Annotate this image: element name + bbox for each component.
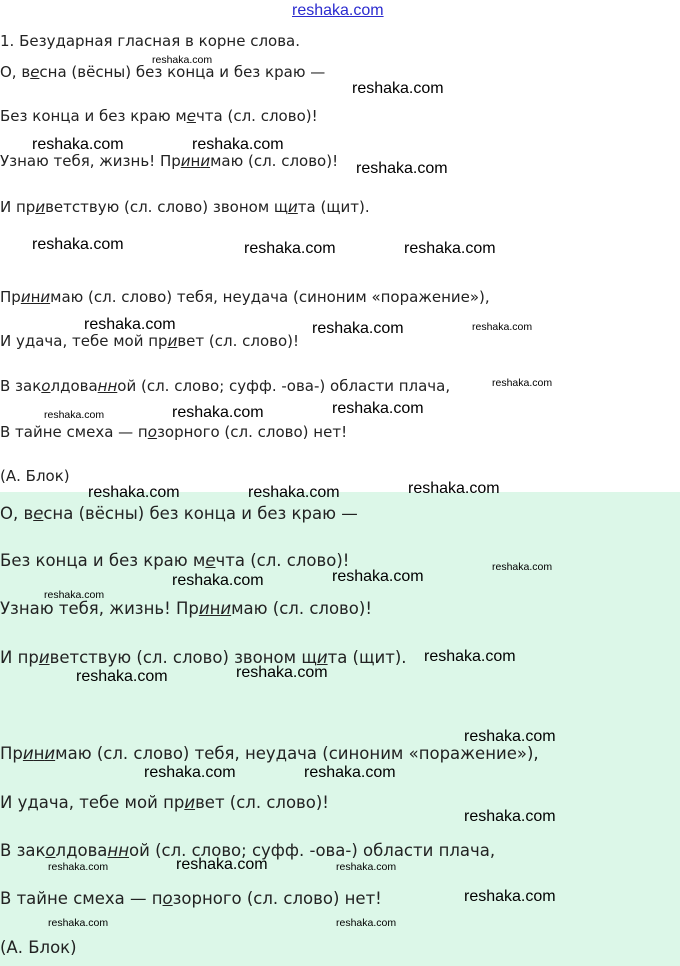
watermark: reshaka.com	[304, 764, 396, 781]
answer-line-5: Принимаю (сл. слово) тебя, неудача (синоним «поражение»),	[0, 744, 539, 763]
watermark: reshaka.com	[76, 668, 168, 685]
watermark: reshaka.com	[32, 236, 124, 253]
stressed-vowel: е	[30, 63, 40, 81]
poem-line-6: И удача, тебе мой привет (сл. слово)!	[0, 332, 300, 350]
watermark: reshaka.com	[336, 861, 397, 873]
poem-line-3: Узнаю тебя, жизнь! Принимаю (сл. слово)!	[0, 152, 339, 170]
watermark: reshaka.com	[84, 316, 176, 333]
watermark: reshaka.com	[336, 917, 397, 929]
watermark: reshaka.com	[192, 136, 284, 153]
watermark: reshaka.com	[492, 377, 553, 389]
watermark: reshaka.com	[44, 589, 105, 601]
answer-line-1: О, весна (вёсны) без конца и без краю —	[0, 504, 358, 523]
watermark: reshaka.com	[248, 484, 340, 501]
watermark: reshaka.com	[172, 572, 264, 589]
watermark: reshaka.com	[464, 808, 556, 825]
watermark: reshaka.com	[332, 568, 424, 585]
watermark: reshaka.com	[352, 80, 444, 97]
poem-line-7: В заколдованной (сл. слово; суфф. -ова-) области плача,	[0, 377, 451, 395]
watermark: reshaka.com	[492, 561, 553, 573]
watermark: reshaka.com	[332, 400, 424, 417]
watermark: reshaka.com	[172, 404, 264, 421]
watermark: reshaka.com	[464, 888, 556, 905]
watermark: reshaka.com	[48, 861, 109, 873]
watermark: reshaka.com	[176, 856, 268, 873]
poem-line-2: Без конца и без краю мечта (сл. слово)!	[0, 107, 318, 125]
watermark: reshaka.com	[44, 409, 105, 421]
watermark: reshaka.com	[356, 160, 448, 177]
watermark: reshaka.com	[404, 240, 496, 257]
watermark: reshaka.com	[144, 764, 236, 781]
watermark: reshaka.com	[312, 320, 404, 337]
watermark: reshaka.com	[464, 728, 556, 745]
answer-line-7: В заколдованной (сл. слово; суфф. -ова-) области плача,	[0, 841, 496, 860]
watermark: reshaka.com	[152, 54, 213, 66]
answer-author: (А. Блок)	[0, 938, 77, 957]
site-header-link[interactable]: reshaka.com	[292, 2, 384, 19]
watermark: reshaka.com	[244, 240, 336, 257]
watermark: reshaka.com	[236, 664, 328, 681]
answer-line-3: Узнаю тебя, жизнь! Принимаю (сл. слово)!	[0, 599, 372, 618]
task-title: 1. Безударная гласная в корне слова.	[0, 32, 301, 50]
watermark: reshaka.com	[88, 484, 180, 501]
answer-line-2: Без конца и без краю мечта (сл. слово)!	[0, 551, 350, 570]
stressed-vowel: е	[186, 107, 196, 125]
poem-line-4: И приветствую (сл. слово) звоном щита (щит).	[0, 198, 370, 216]
answer-line-4: И приветствую (сл. слово) звоном щита (щит).	[0, 648, 407, 667]
poem-line-1: О, весна (вёсны) без конца и без краю —	[0, 63, 326, 81]
watermark: reshaka.com	[472, 321, 533, 333]
poem-author: (А. Блок)	[0, 467, 70, 485]
watermark: reshaka.com	[424, 648, 516, 665]
watermark: reshaka.com	[408, 480, 500, 497]
poem-line-8: В тайне смеха — позорного (сл. слово) нет!	[0, 423, 348, 441]
watermark: reshaka.com	[48, 917, 109, 929]
answer-line-8: В тайне смеха — позорного (сл. слово) нет!	[0, 889, 382, 908]
watermark: reshaka.com	[32, 136, 124, 153]
poem-line-5: Принимаю (сл. слово) тебя, неудача (синоним «поражение»),	[0, 288, 490, 306]
answer-line-6: И удача, тебе мой привет (сл. слово)!	[0, 793, 329, 812]
